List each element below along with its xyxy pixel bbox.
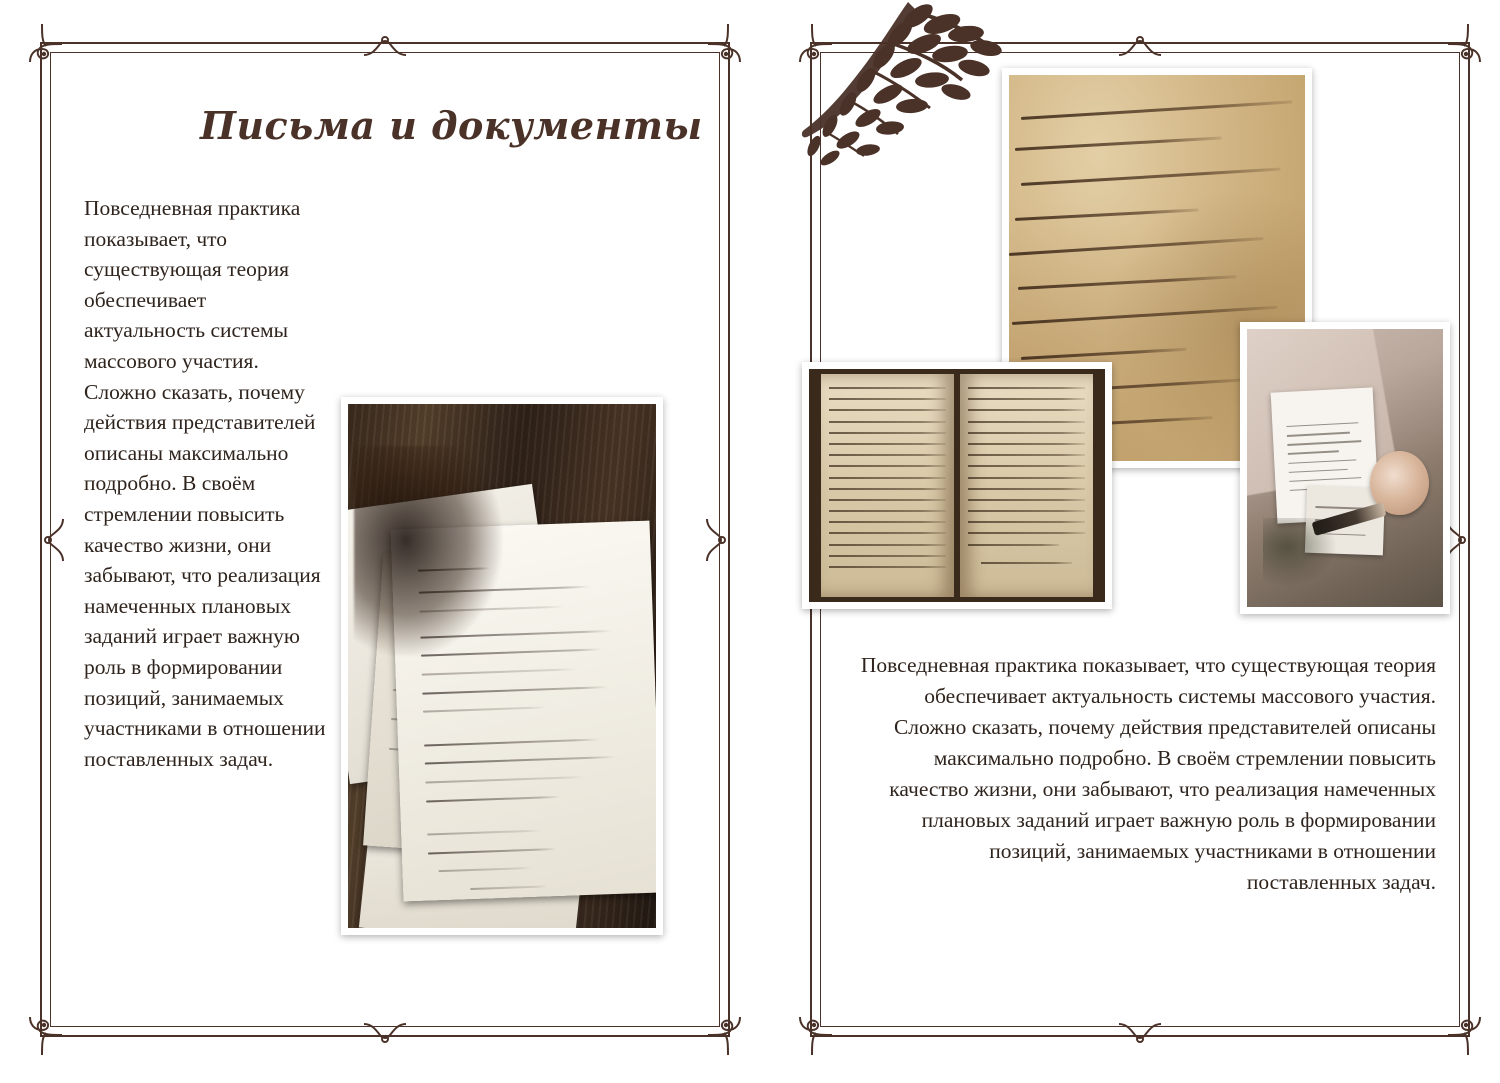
scroll-corner-icon — [792, 1015, 832, 1055]
right-page-body-text: Повседневная практика показывает, что существующая теория обеспечивает актуальность системы массового участия. Сложно сказать, почему действия представителей описаны максимально подробно. В своём стремлении повысить качество жизни, они забывают, что реализация намеченных плановых заданий играет важную роль в формировании позиций, занимаемых участниками в отношении поставленных задач. — [860, 653, 1436, 894]
left-page-body-text: Повседневная практика показывает, что существующая теория обеспечивает актуальность системы массового участия. Сложно сказать, почему действия представителей описаны максимально подробно. В своём стремлении повысить качество жизни, они забывают, что реализация намеченных плановых заданий играет важную роль в формировании позиций, занимаемых участниками в отношении поставленных задач. — [84, 196, 326, 771]
scroll-corner-icon — [708, 1015, 748, 1055]
scroll-corner-icon — [22, 1015, 62, 1055]
frame-edge-ornament-icon — [705, 517, 731, 563]
scroll-corner-icon — [1448, 24, 1488, 64]
frame-edge-ornament-icon — [39, 517, 65, 563]
branch-with-leaves-icon — [790, 0, 1010, 180]
leaf-sprig — [1263, 518, 1341, 590]
frame-edge-ornament-icon — [362, 31, 408, 57]
page-title: Письма и документы — [200, 103, 703, 148]
photo-letters-on-wood — [341, 397, 663, 935]
frame-edge-ornament-icon — [1117, 1022, 1163, 1048]
photo-open-antique-book — [802, 362, 1112, 609]
photo-wedding-stationery — [1240, 322, 1450, 614]
scroll-corner-icon — [708, 24, 748, 64]
burn-mark — [354, 446, 502, 656]
frame-edge-ornament-icon — [1117, 31, 1163, 57]
right-page — [780, 0, 1500, 1083]
book-page-left — [821, 374, 954, 598]
book-page-right — [960, 374, 1093, 598]
scroll-corner-icon — [1448, 1015, 1488, 1055]
frame-edge-ornament-icon — [362, 1022, 408, 1048]
scroll-corner-icon — [22, 24, 62, 64]
